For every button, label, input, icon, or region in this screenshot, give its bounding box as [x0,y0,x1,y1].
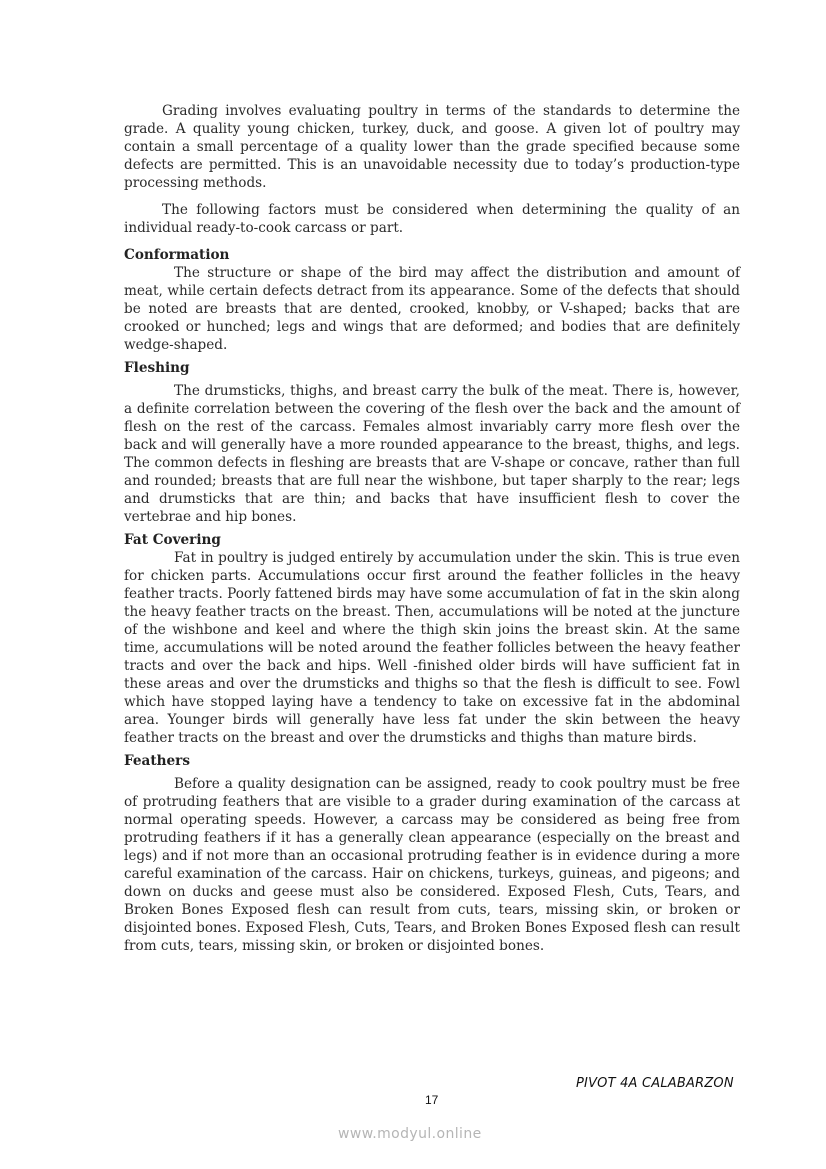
footer-title: PIVOT 4A CALABARZON [576,1076,734,1091]
section-fat-covering [124,531,740,747]
intro-paragraph-2: The following factors must be considered when determining the quality of an individual ready-to-cook carcass or part. [124,202,740,236]
section-heading: Conformation [124,247,230,263]
watermark-link[interactable]: www.modyul.online [338,1126,482,1142]
document-page [124,102,740,955]
section-body: Fat in poultry is judged entirely by accumulation under the skin. This is true even for chicken parts. Accumulations occur first around the feather follicles in the heavy feather tracts. Poorly fattened birds may have some accumulation of fat in the skin along the heavy feather tracts on the breast. Then, accumulations will be noted at the juncture of the wishbone and keel and where the thigh skin joins the breast skin. At the same time, accumulations will be noted around the feather follicles between the heavy feather tracts and over the back and hips. Well -finished older birds will have sufficient fat in these areas and over the drumsticks and thighs so that the flesh is difficult to see. Fowl which have stopped laying have a tendency to take on excessive fat in the abdominal area. Younger birds will generally have less fat under the skin between the heavy feather tracts on the breast and over the drumsticks and thighs than mature birds. [124,550,740,746]
section-body: The drumsticks, thighs, and breast carry the bulk of the meat. There is, however, a definite correlation between the covering of the flesh over the back and the amount of flesh on the rest of the carcass. Females almost invariably carry more flesh over the back and will generally have a more rounded appearance to the breast, thighs, and legs. The common defects in fleshing are breasts that are V-shape or concave, rather than full and rounded; breasts that are full near the wishbone, but taper sharply to the rear; legs and drumsticks that are thin; and backs that have insufficient flesh to cover the vertebrae and hip bones. [124,383,740,525]
section-heading: Fleshing [124,360,190,376]
section-heading: Feathers [124,753,190,769]
section-body: Before a quality designation can be assigned, ready to cook poultry must be free of protruding feathers that are visible to a grader during examination of the carcass at normal operating speeds. However, a carcass may be considered as being free from protruding feathers if it has a generally clean appearance (especially on the breast and legs) and if not more than an occasional protruding feather is in evidence during a more careful examination of the carcass. Hair on chickens, turkeys, guineas, and pigeons; and down on ducks and geese must also be considered. Exposed Flesh, Cuts, Tears, and Broken Bones Exposed flesh can result from cuts, tears, missing skin, or broken or disjointed bones. Exposed Flesh, Cuts, Tears, and Broken Bones Exposed flesh can result from cuts, tears, missing skin, or broken or disjointed bones. [124,776,740,954]
section-fleshing [124,359,740,526]
page-number: 17 [425,1093,439,1107]
section-heading: Fat Covering [124,532,221,548]
section-conformation [124,246,740,354]
intro-paragraph-1: Grading involves evaluating poultry in terms of the standards to determine the grade. A quality young chicken, turkey, duck, and goose. A given lot of poultry may contain a small percentage of a quality lower than the grade specified because some defects are permitted. This is an unavoidable necessity due to today’s production-type processing methods. [124,103,740,191]
section-feathers [124,752,740,955]
section-body: The structure or shape of the bird may affect the distribution and amount of meat, while certain defects detract from its appearance. Some of the defects that should be noted are breasts that are dented, crooked, knobby, or V-shaped; backs that are crooked or hunched; legs and wings that are deformed; and bodies that are definitely wedge-shaped. [124,265,740,353]
